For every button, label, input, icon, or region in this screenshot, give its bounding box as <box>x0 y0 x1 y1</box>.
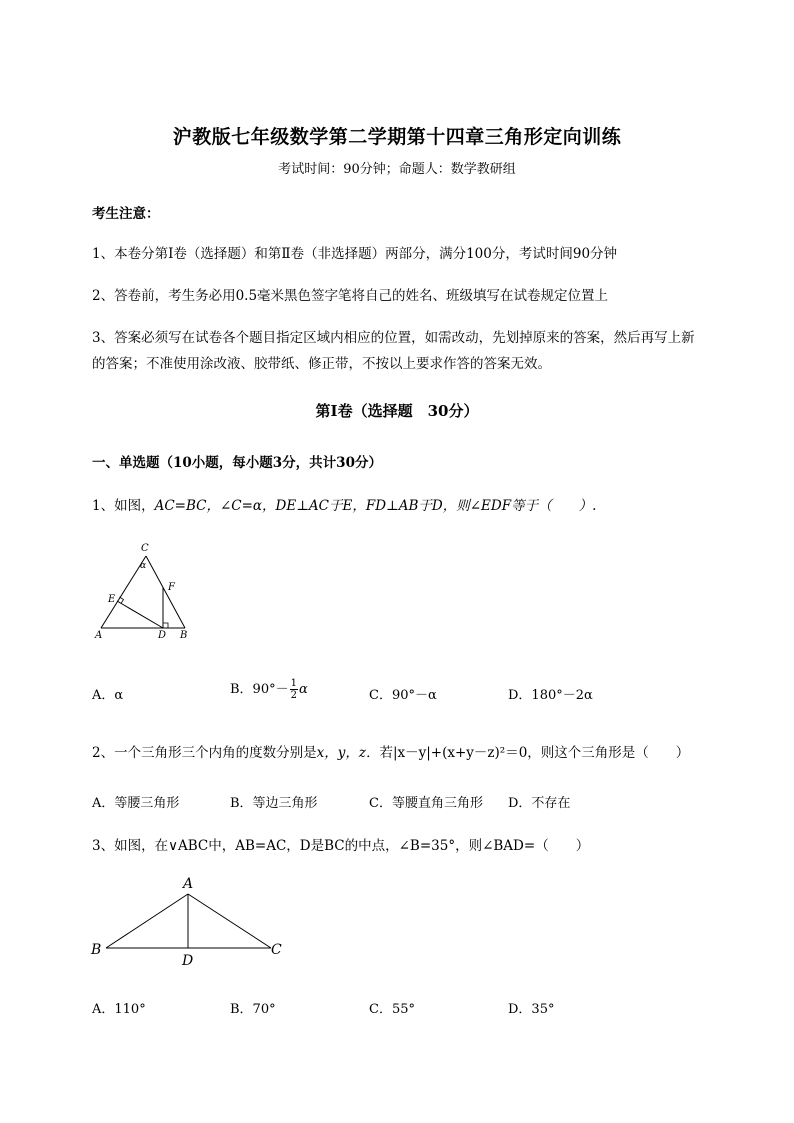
q1-stem-math: AC=BC，∠C=α，DE⊥AC于E，FD⊥AB于D，则∠EDF等于（ ）. <box>154 498 597 514</box>
q1-stem-prefix: 1、如图， <box>92 498 155 514</box>
fraction-denominator: 2 <box>290 690 297 701</box>
q2-option-c[interactable]: C．等腰直角三角形 <box>369 796 483 811</box>
fraction-numerator: 1 <box>290 678 297 689</box>
q3-option-a[interactable]: A．110° <box>92 1002 146 1017</box>
q2-stem <box>92 741 689 761</box>
label-f: F <box>168 582 175 593</box>
label-a: A <box>183 876 194 892</box>
q3-figure <box>88 870 298 970</box>
note-item-3-cont: 的答案；不准使用涂改液、胶带纸、修正带，不按以上要求作答的答案无效。 <box>92 356 551 372</box>
q3-option-c[interactable]: C．55° <box>369 1002 415 1017</box>
note-item-1: 1、本卷分第Ⅰ卷（选择题）和第Ⅱ卷（非选择题）两部分，满分100分，考试时间90分钟 <box>92 246 618 262</box>
label-c: C <box>271 942 282 958</box>
notes-heading: 考生注意： <box>92 206 160 222</box>
label-b: B <box>180 630 188 641</box>
label-b: B <box>91 942 102 958</box>
side-ab <box>106 894 188 948</box>
section-title: 第Ⅰ卷（选择题 30分） <box>315 402 479 420</box>
part-heading: 一、单选题（10小题，每小题3分，共计30分） <box>92 455 382 471</box>
q3-stem: 3、如图，在∨ABC中，AB=AC，D是BC的中点，∠B=35°，则∠BAD=（ ） <box>92 838 590 854</box>
side-ac <box>188 894 271 948</box>
fraction-half <box>290 678 298 701</box>
page-title: 沪教版七年级数学第二学期第十四章三角形定向训练 <box>172 126 622 148</box>
q1-option-b-suffix: α <box>298 682 308 697</box>
label-d: D <box>158 630 167 641</box>
q2-option-a[interactable]: A．等腰三角形 <box>92 796 180 811</box>
q1-figure <box>90 540 200 642</box>
q1-option-b-prefix: B．90°－ <box>230 682 289 697</box>
q1-option-a[interactable]: A．α <box>92 688 124 703</box>
q1-option-b[interactable] <box>230 678 308 701</box>
label-a: A <box>95 630 103 641</box>
q3-option-b[interactable]: B．70° <box>230 1002 276 1017</box>
note-item-2: 2、答卷前，考生务必用0.5毫米黑色签字笔将自己的姓名、班级填写在试卷规定位置上 <box>92 288 609 304</box>
side-bc <box>146 556 185 628</box>
label-alpha: α <box>140 561 147 571</box>
q3-option-d[interactable]: D．35° <box>508 1002 555 1017</box>
q2-stem-prefix: 2、一个三角形三个内角的度数分别是 <box>92 745 317 761</box>
q2-stem-vars: x，y，z． <box>316 745 380 761</box>
exam-info: 考试时间：90分钟；命题人：数学教研组 <box>278 162 516 177</box>
label-d: D <box>182 953 194 969</box>
q1-option-d[interactable]: D．180°－2α <box>508 688 593 703</box>
segment-de <box>117 601 163 628</box>
label-e: E <box>108 594 116 605</box>
q1-stem <box>92 494 596 514</box>
right-angle-d <box>163 623 168 628</box>
q2-stem-middle: 若|x－y|+(x+y－z)²＝0，则这个三角形是（ ） <box>379 745 690 761</box>
q2-option-d[interactable]: D．不存在 <box>508 796 571 811</box>
note-item-3: 3、答案必须写在试卷各个题目指定区域内相应的位置，如需改动，先划掉原来的答案，然后再写上新 <box>92 330 695 346</box>
q2-option-b[interactable]: B．等边三角形 <box>230 796 318 811</box>
q1-option-c[interactable]: C．90°－α <box>369 688 437 703</box>
label-c: C <box>141 543 149 554</box>
